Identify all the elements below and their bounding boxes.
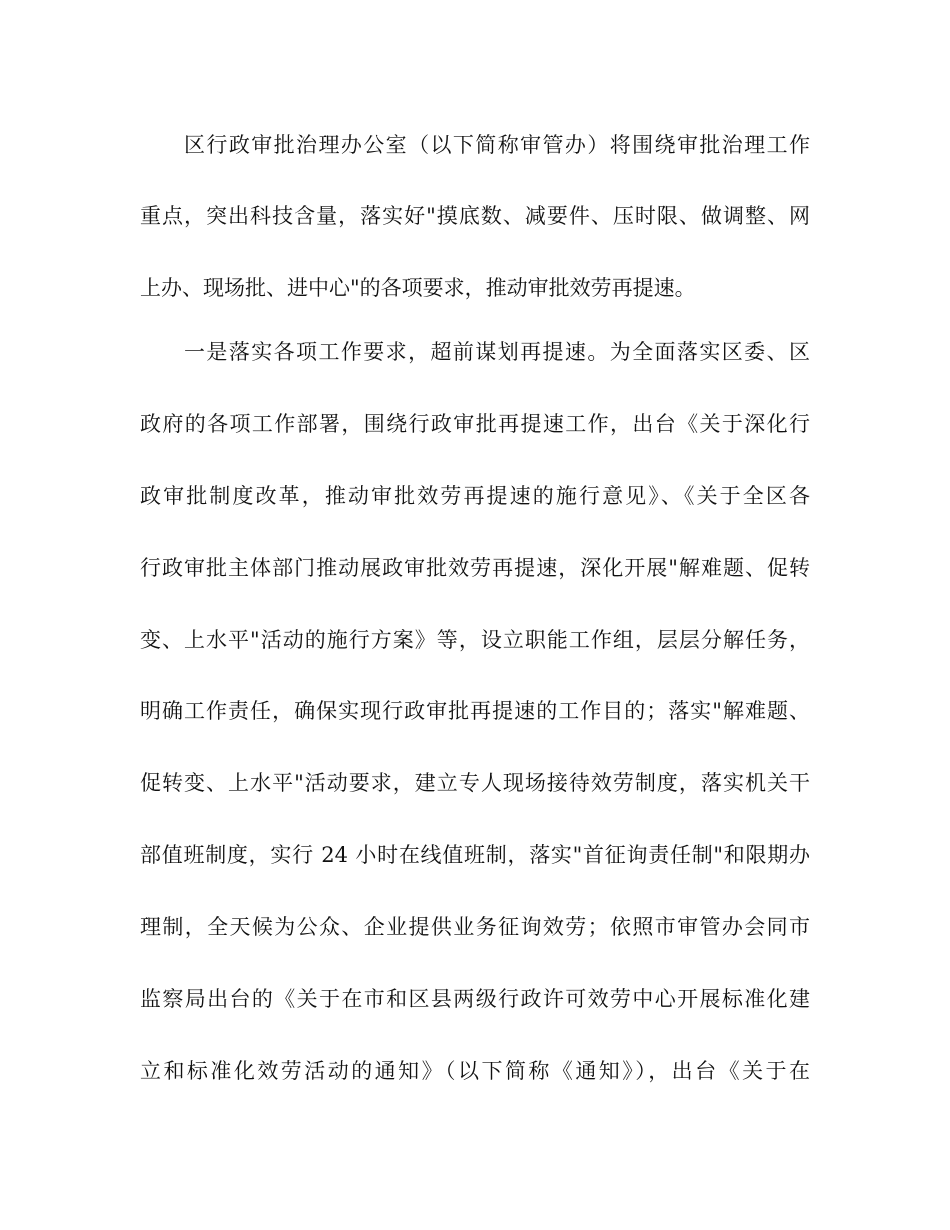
- paragraph-2-line-2: 政府的各项工作部署，围绕行政审批再提速工作，出台《关于深化行: [140, 412, 810, 436]
- paragraph-2-line-1: 一是落实各项工作要求，超前谋划再提速。为全面落实区委、区: [184, 340, 810, 364]
- paragraph-2-line-11: 立和标准化效劳活动的通知》（以下简称《通知》），出台《关于在: [140, 1059, 810, 1083]
- paragraph-2-line-6: 明确工作责任，确保实现行政审批再提速的工作目的；落实"解难题、: [140, 699, 810, 723]
- paragraph-2-line-8: 部值班制度，实行 24 小时在线值班制，落实"首征询责任制"和限期办: [140, 843, 810, 867]
- paragraph-2-line-3: 政审批制度改革，推动审批效劳再提速的施行意见》、《关于全区各: [140, 484, 810, 508]
- paragraph-1-line-1: 区行政审批治理办公室（以下简称审管办）将围绕审批治理工作: [184, 133, 810, 157]
- paragraph-2-line-10: 监察局出台的《关于在市和区县两级行政许可效劳中心开展标准化建: [140, 987, 810, 1011]
- paragraph-1-line-2: 重点，突出科技含量，落实好"摸底数、减要件、压时限、做调整、网: [140, 204, 810, 228]
- paragraph-1-line-3: 上办、现场批、进中心"的各项要求，推动审批效劳再提速。: [140, 276, 696, 300]
- paragraph-2-line-5: 变、上水平"活动的施行方案》等，设立职能工作组，层层分解任务，: [140, 628, 810, 652]
- paragraph-2-line-9: 理制，全天候为公众、企业提供业务征询效劳；依照市审管办会同市: [140, 915, 810, 939]
- paragraph-2-line-7: 促转变、上水平"活动要求，建立专人现场接待效劳制度，落实机关干: [140, 771, 810, 795]
- paragraph-2-line-4: 行政审批主体部门推动展政审批效劳再提速，深化开展"解难题、促转: [140, 556, 810, 580]
